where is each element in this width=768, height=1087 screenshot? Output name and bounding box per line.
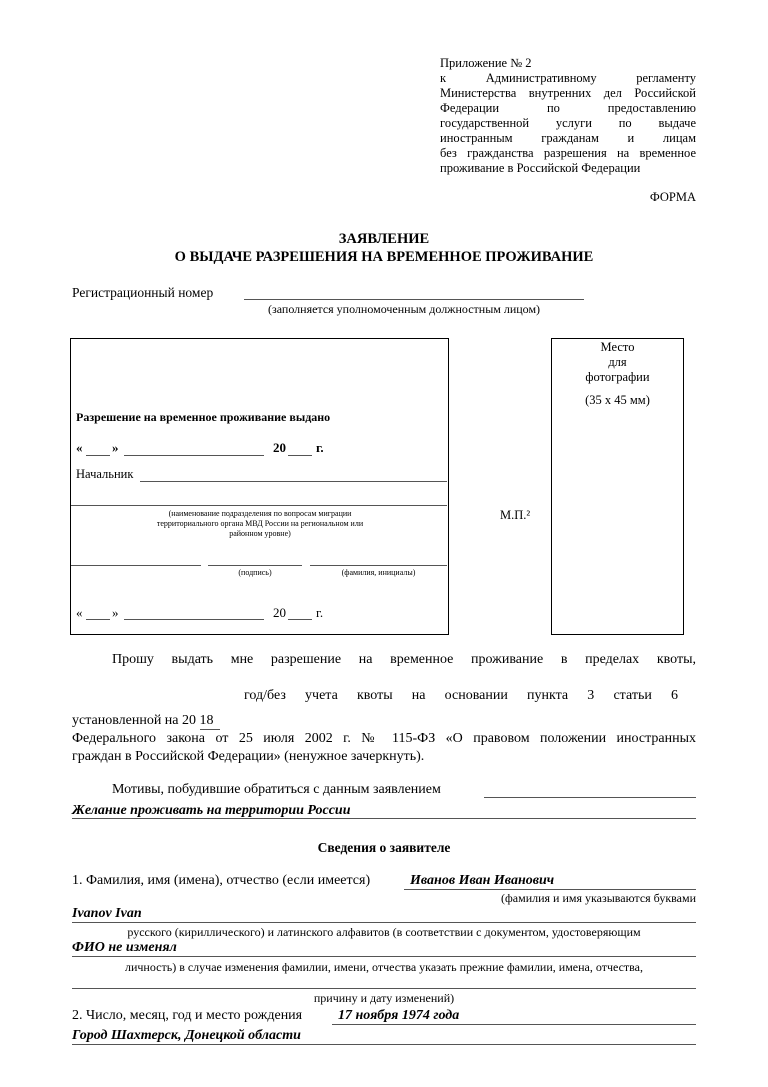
birth-place-value[interactable]: Город Шахтерск, Донецкой области xyxy=(72,1028,301,1043)
year-suffix: г. xyxy=(316,440,324,455)
fio-label: 1. Фамилия, имя (имена), отчество (если имеется) xyxy=(72,873,371,888)
annex-line: Министерства внутренних дел Российской xyxy=(440,86,696,100)
request-line-3 xyxy=(72,713,220,730)
motives-label: Мотивы, побудившие обратиться с данным заявлением xyxy=(112,782,441,797)
name-field[interactable] xyxy=(310,565,447,566)
birth-place-field[interactable] xyxy=(72,1044,696,1045)
registration-label: Регистрационный номер xyxy=(72,285,214,300)
annex-line: государственной услуги по выдаче xyxy=(440,116,696,130)
day-field[interactable] xyxy=(86,455,110,456)
fio-latin-field[interactable] xyxy=(72,922,696,923)
motives-field-1[interactable] xyxy=(484,797,696,798)
annex-line: без гражданства разрешения на временное xyxy=(440,146,696,160)
position-field[interactable] xyxy=(71,565,201,566)
year-field[interactable] xyxy=(288,455,312,456)
registration-field[interactable] xyxy=(244,299,584,300)
quote-open: « xyxy=(76,440,83,455)
chief-label: Начальник xyxy=(76,467,134,481)
quota-year-value[interactable]: 18 xyxy=(200,713,220,730)
photo-line-2: для xyxy=(608,355,627,369)
request-line-3-prefix: установленной на 20 xyxy=(72,713,197,728)
official-box xyxy=(70,338,449,635)
fio-reason-field[interactable] xyxy=(72,988,696,989)
year-prefix-2: 20 xyxy=(273,605,286,620)
month-field[interactable] xyxy=(124,455,264,456)
title-line-2: О ВЫДАЧЕ РАЗРЕШЕНИЯ НА ВРЕМЕННОЕ ПРОЖИВАНИЕ xyxy=(174,249,594,265)
fio-note-1: (фамилия и имя указываются буквами xyxy=(501,891,696,905)
birth-label: 2. Число, месяц, год и место рождения xyxy=(72,1008,303,1023)
fio-note-2: русского (кириллического) и латинского алфавитов (в соответствии с документом, удостоверяющим xyxy=(127,925,641,939)
request-line-2: год/без учета квоты на основании пункта 3 статьи 6 xyxy=(244,688,678,703)
title-line-1: ЗАЯВЛЕНИЕ xyxy=(338,231,430,247)
fio-field[interactable] xyxy=(404,889,696,890)
name-note: (фамилия, инициалы) xyxy=(341,568,416,577)
birth-date-field[interactable] xyxy=(332,1024,696,1025)
photo-size: (35 х 45 мм) xyxy=(585,393,650,407)
request-line-4: Федерального закона от 25 июля 2002 г. № 115-ФЗ «О правовом положении иностранных xyxy=(72,731,696,746)
motives-value[interactable]: Желание проживать на территории России xyxy=(72,803,351,818)
motives-field-2[interactable] xyxy=(72,818,696,819)
stamp-place-label: М.П.² xyxy=(500,508,531,522)
quote-close-2: » xyxy=(112,605,119,620)
year-prefix: 20 xyxy=(273,440,286,455)
annex-line: Федерации по предоставлению xyxy=(440,101,696,115)
photo-label xyxy=(551,340,684,408)
year-field-2[interactable] xyxy=(288,619,312,620)
sign-field[interactable] xyxy=(208,565,302,566)
fio-value[interactable]: Иванов Иван Иванович xyxy=(410,873,555,888)
registration-note: (заполняется уполномоченным должностным лицом) xyxy=(268,302,541,316)
forma-label: ФОРМА xyxy=(649,190,696,204)
fio-note-3: личность) в случае изменения фамилии, имени, отчества указать прежние фамилии, имена, отчества, xyxy=(124,960,644,974)
fio-changed-value[interactable]: ФИО не изменял xyxy=(72,940,177,955)
sign-note: (подпись) xyxy=(238,568,272,577)
photo-line-1: Место xyxy=(600,340,635,354)
section-title: Сведения о заявителе xyxy=(317,840,451,855)
page-title xyxy=(0,230,768,266)
annex-line: к Административному регламенту xyxy=(440,71,696,85)
dept-note: (наименование подразделения по вопросам миграции территориального органа МВД России на региональном или районном уровне) xyxy=(156,509,364,538)
annex-lines xyxy=(440,71,696,176)
chief-field-2[interactable] xyxy=(71,505,447,506)
year-suffix-2: г. xyxy=(316,605,324,620)
request-line-5: граждан в Российской Федерации» (ненужное зачеркнуть). xyxy=(72,749,425,764)
request-line-1: Прошу выдать мне разрешение на временное проживание в пределах квоты, xyxy=(112,652,696,667)
quote-open-2: « xyxy=(76,605,83,620)
quote-close: » xyxy=(112,440,119,455)
month-field-2[interactable] xyxy=(124,619,264,620)
birth-date-value[interactable]: 17 ноября 1974 года xyxy=(338,1008,460,1023)
chief-field[interactable] xyxy=(140,481,447,482)
fio-changed-field[interactable] xyxy=(72,956,696,957)
annex-line: проживание в Российской Федерации xyxy=(440,161,641,175)
fio-note-4: причину и дату изменений) xyxy=(313,991,455,1005)
day-field-2[interactable] xyxy=(86,619,110,620)
fio-latin-value[interactable]: Ivanov Ivan xyxy=(72,906,142,921)
annex-title: Приложение № 2 xyxy=(440,56,532,70)
annex-line: иностранным гражданам и лицам xyxy=(440,131,696,145)
photo-line-3: фотографии xyxy=(585,370,650,384)
issued-label: Разрешение на временное проживание выдано xyxy=(76,410,331,424)
